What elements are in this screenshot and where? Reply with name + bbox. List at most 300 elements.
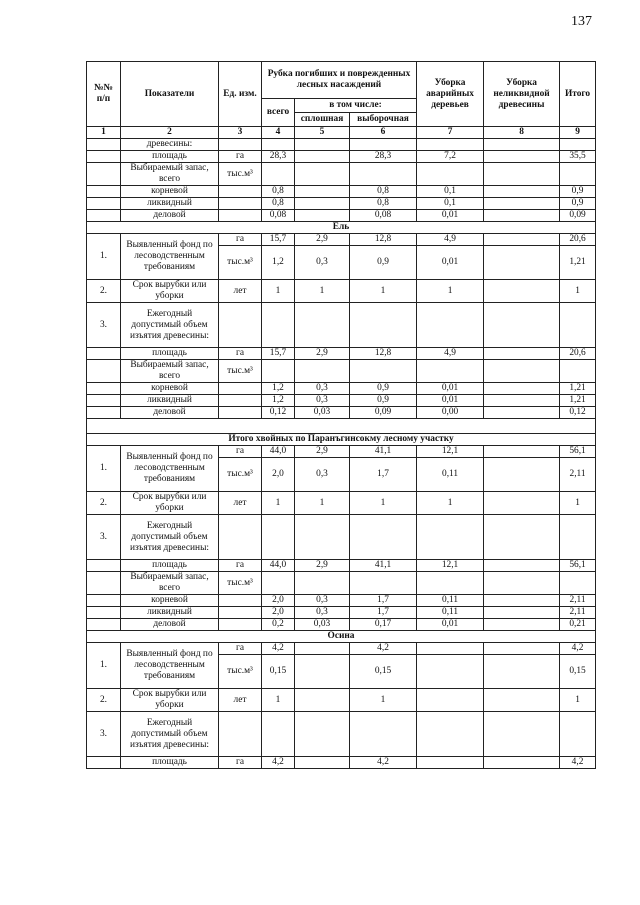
table-row	[87, 595, 596, 607]
table-cell	[350, 139, 417, 151]
table-cell: 0,1	[417, 198, 484, 210]
table-cell	[87, 757, 121, 769]
col-number: 3	[219, 127, 262, 139]
table-cell: 1	[350, 689, 417, 712]
table-row	[87, 383, 596, 395]
table-cell: 0,01	[417, 210, 484, 222]
table-cell	[87, 560, 121, 572]
table-cell	[417, 163, 484, 186]
table-cell: 1,2	[262, 395, 295, 407]
table-cell: 2,11	[560, 595, 596, 607]
table-cell	[484, 210, 560, 222]
table-cell	[295, 689, 350, 712]
table-cell: 4,2	[262, 757, 295, 769]
table-cell	[484, 348, 560, 360]
table-cell: 1,2	[262, 383, 295, 395]
table-cell: корневой	[121, 186, 219, 198]
table-row	[87, 348, 596, 360]
table-cell	[262, 360, 295, 383]
table-cell	[417, 655, 484, 689]
table-row	[87, 139, 596, 151]
table-cell	[262, 712, 295, 757]
table-cell	[295, 210, 350, 222]
table-cell: 1,21	[560, 383, 596, 395]
table-cell: лет	[219, 492, 262, 515]
table-cell: 2,9	[295, 560, 350, 572]
table-row	[87, 407, 596, 419]
table-cell: га	[219, 151, 262, 163]
table-cell	[417, 643, 484, 655]
table-cell: 0,11	[417, 458, 484, 492]
table-row	[87, 607, 596, 619]
table-row	[87, 712, 596, 757]
table-cell: 0,08	[350, 210, 417, 222]
table-cell	[219, 395, 262, 407]
table-cell	[87, 572, 121, 595]
table-cell	[87, 198, 121, 210]
col-number: 6	[350, 127, 417, 139]
row-number: 3.	[87, 303, 121, 348]
table-cell: площадь	[121, 348, 219, 360]
table-cell	[484, 572, 560, 595]
header-indicator: Показатели	[121, 62, 219, 127]
table-cell	[484, 303, 560, 348]
header-clear: сплошная	[295, 113, 350, 127]
table-cell	[87, 383, 121, 395]
table-cell: 56,1	[560, 446, 596, 458]
indicator-label: Выявленный фонд по лесоводственным требованиям	[121, 643, 219, 689]
table-cell	[295, 303, 350, 348]
table-cell	[87, 395, 121, 407]
table-cell: га	[219, 643, 262, 655]
unit-cell: тыс.м³	[219, 360, 262, 383]
table-row	[87, 210, 596, 222]
table-row	[87, 280, 596, 303]
table-cell: тыс.м³	[219, 246, 262, 280]
table-cell: 1	[262, 689, 295, 712]
table-cell: 1	[295, 280, 350, 303]
table-cell: 44,0	[262, 560, 295, 572]
table-cell	[219, 712, 262, 757]
table-row	[87, 234, 596, 246]
table-cell: 15,7	[262, 234, 295, 246]
table-cell: корневой	[121, 595, 219, 607]
table-cell: 15,7	[262, 348, 295, 360]
table-cell: 0,03	[295, 407, 350, 419]
table-cell: 1,21	[560, 395, 596, 407]
table-cell: 1	[350, 280, 417, 303]
table-row	[87, 689, 596, 712]
table-row	[87, 163, 596, 186]
table-cell	[484, 151, 560, 163]
table-cell: 0,11	[417, 595, 484, 607]
table-cell: га	[219, 560, 262, 572]
table-cell: 2,0	[262, 458, 295, 492]
table-cell	[87, 595, 121, 607]
table-cell: 41,1	[350, 446, 417, 458]
table-cell	[295, 572, 350, 595]
section-title-row	[87, 222, 596, 234]
table-cell	[484, 186, 560, 198]
table-cell	[87, 619, 121, 631]
table-cell	[484, 712, 560, 757]
table-cell: древесины:	[121, 139, 219, 151]
table-cell	[484, 560, 560, 572]
table-cell	[219, 595, 262, 607]
table-cell: 0,9	[350, 246, 417, 280]
table-cell: 0,3	[295, 395, 350, 407]
table-cell: тыс.м³	[219, 163, 262, 186]
table-row	[87, 643, 596, 655]
table-cell	[484, 515, 560, 560]
table-cell	[484, 655, 560, 689]
table-cell	[219, 139, 262, 151]
table-cell	[484, 757, 560, 769]
table-cell	[219, 210, 262, 222]
table-cell: 0,2	[262, 619, 295, 631]
table-cell	[484, 446, 560, 458]
table-cell: 1	[417, 280, 484, 303]
table-cell	[417, 360, 484, 383]
table-cell: 28,3	[262, 151, 295, 163]
table-cell: площадь	[121, 151, 219, 163]
felling-table	[86, 61, 596, 769]
table-cell: 1,7	[350, 595, 417, 607]
table-cell: 20,6	[560, 234, 596, 246]
table-cell: 0,9	[350, 383, 417, 395]
table-cell	[417, 303, 484, 348]
table-cell	[417, 689, 484, 712]
table-cell: га	[219, 348, 262, 360]
table-cell: 0,8	[350, 186, 417, 198]
table-cell	[295, 163, 350, 186]
table-cell	[560, 572, 596, 595]
table-cell: 4,2	[560, 757, 596, 769]
table-cell	[295, 186, 350, 198]
table-cell: 0,09	[560, 210, 596, 222]
table-cell: 0,15	[560, 655, 596, 689]
col-number: 1	[87, 127, 121, 139]
col-number: 8	[484, 127, 560, 139]
indicator-label: Ежегодный допустимый объем изъятия древесины:	[121, 515, 219, 560]
table-cell: тыс.м³	[219, 655, 262, 689]
table-cell: 20,6	[560, 348, 596, 360]
blank-cell	[87, 419, 596, 434]
table-row	[87, 515, 596, 560]
header-felling: Рубка погибших и поврежденных лесных насаждений	[262, 62, 417, 99]
table-cell: 2,9	[295, 348, 350, 360]
table-cell: 0,01	[417, 395, 484, 407]
table-cell	[87, 360, 121, 383]
table-cell: Выбираемый запас, всего	[121, 163, 219, 186]
section-title-row	[87, 434, 596, 446]
table-cell: 2,0	[262, 595, 295, 607]
table-cell	[350, 303, 417, 348]
table-cell: 0,11	[417, 607, 484, 619]
table-cell: 1,21	[560, 246, 596, 280]
row-number: 3.	[87, 515, 121, 560]
indicator-label: Ежегодный допустимый объем изъятия древесины:	[121, 712, 219, 757]
table-cell: 0,9	[560, 186, 596, 198]
indicator-label: Выявленный фонд по лесоводственным требованиям	[121, 234, 219, 280]
table-cell: площадь	[121, 757, 219, 769]
col-number: 7	[417, 127, 484, 139]
table-cell	[484, 619, 560, 631]
table-row	[87, 186, 596, 198]
table-cell: тыс.м³	[219, 458, 262, 492]
table-cell: 7,2	[417, 151, 484, 163]
table-cell: 4,9	[417, 348, 484, 360]
table-cell: 56,1	[560, 560, 596, 572]
table-cell: 35,5	[560, 151, 596, 163]
table-cell	[350, 515, 417, 560]
table-cell: 1,7	[350, 458, 417, 492]
table-cell	[262, 139, 295, 151]
row-number: 3.	[87, 712, 121, 757]
table-cell: ликвидный	[121, 198, 219, 210]
table-cell	[262, 572, 295, 595]
table-cell: 4,2	[262, 643, 295, 655]
table-cell	[417, 757, 484, 769]
table-cell	[350, 712, 417, 757]
col-number: 4	[262, 127, 295, 139]
table-cell: 0,9	[560, 198, 596, 210]
table-cell: ликвидный	[121, 395, 219, 407]
table-cell: 4,2	[350, 757, 417, 769]
table-cell	[417, 515, 484, 560]
table-row	[87, 446, 596, 458]
table-cell: деловой	[121, 210, 219, 222]
table-row	[87, 198, 596, 210]
table-cell	[219, 407, 262, 419]
table-cell	[219, 186, 262, 198]
row-number: 2.	[87, 492, 121, 515]
table-cell	[295, 198, 350, 210]
table-cell	[295, 151, 350, 163]
table-cell: 1	[560, 689, 596, 712]
table-cell: 0,9	[350, 395, 417, 407]
table-cell	[484, 607, 560, 619]
table-cell: 0,3	[295, 383, 350, 395]
table-cell: 0,12	[262, 407, 295, 419]
row-number: 1.	[87, 446, 121, 492]
table-cell	[484, 643, 560, 655]
table-cell	[219, 303, 262, 348]
col-number: 5	[295, 127, 350, 139]
col-number: 9	[560, 127, 596, 139]
table-cell: 1,2	[262, 246, 295, 280]
table-cell	[219, 383, 262, 395]
table-cell	[87, 407, 121, 419]
table-cell	[87, 151, 121, 163]
header-unit: Ед. изм.	[219, 62, 262, 127]
table-cell	[560, 515, 596, 560]
table-cell	[295, 139, 350, 151]
table-cell	[295, 515, 350, 560]
table-cell: 12,8	[350, 234, 417, 246]
col-number: 2	[121, 127, 219, 139]
table-cell	[484, 246, 560, 280]
table-cell: лет	[219, 280, 262, 303]
table-cell: га	[219, 446, 262, 458]
indicator-label: Ежегодный допустимый объем изъятия древесины:	[121, 303, 219, 348]
header-total-felling: всего	[262, 99, 295, 127]
table-row	[87, 492, 596, 515]
header-incl: в том числе:	[295, 99, 417, 113]
table-cell	[484, 407, 560, 419]
table-cell	[219, 619, 262, 631]
section-title-row	[87, 631, 596, 643]
page-number: 137	[571, 14, 592, 29]
table-cell	[484, 689, 560, 712]
table-cell: 1	[262, 492, 295, 515]
table-cell: 0,03	[295, 619, 350, 631]
table-cell: 1	[350, 492, 417, 515]
table-cell: га	[219, 234, 262, 246]
table-cell	[87, 186, 121, 198]
table-cell: 2,11	[560, 607, 596, 619]
table-cell	[484, 234, 560, 246]
table-cell	[350, 163, 417, 186]
table-cell: 4,9	[417, 234, 484, 246]
table-cell: 1	[295, 492, 350, 515]
indicator-label: Выявленный фонд по лесоводственным требованиям	[121, 446, 219, 492]
table-cell: площадь	[121, 560, 219, 572]
table-cell: 1	[417, 492, 484, 515]
row-number: 1.	[87, 643, 121, 689]
indicator-label: Срок вырубки или уборки	[121, 492, 219, 515]
table-cell: 44,0	[262, 446, 295, 458]
table-cell: 12,1	[417, 446, 484, 458]
table-cell	[484, 595, 560, 607]
section-title: Осина	[87, 631, 596, 643]
table-cell: 0,12	[560, 407, 596, 419]
header-num: №№ п/п	[87, 62, 121, 127]
table-cell: 0,1	[417, 186, 484, 198]
table-cell	[484, 383, 560, 395]
table-cell: 4,2	[350, 643, 417, 655]
table-row	[87, 395, 596, 407]
table-row	[87, 303, 596, 348]
table-row	[87, 757, 596, 769]
indicator-label: Выбираемый запас, всего	[121, 360, 219, 383]
table-cell: ликвидный	[121, 607, 219, 619]
table-cell: 4,2	[560, 643, 596, 655]
table-cell	[484, 360, 560, 383]
table-row	[87, 151, 596, 163]
header-emergency: Уборка аварийных деревьев	[417, 62, 484, 127]
table-row	[87, 572, 596, 595]
table-cell	[560, 712, 596, 757]
table-cell	[484, 280, 560, 303]
table-cell	[560, 139, 596, 151]
table-cell	[560, 360, 596, 383]
table-cell	[87, 139, 121, 151]
table-cell	[560, 303, 596, 348]
table-cell: 0,3	[295, 595, 350, 607]
table-cell: 0,3	[295, 246, 350, 280]
table-cell: 0,00	[417, 407, 484, 419]
table-cell	[295, 643, 350, 655]
table-cell: 1,7	[350, 607, 417, 619]
table-cell: 0,08	[262, 210, 295, 222]
table-cell: 1	[560, 492, 596, 515]
table-cell: 0,3	[295, 458, 350, 492]
table-cell: га	[219, 757, 262, 769]
table-cell	[417, 712, 484, 757]
header-itogo: Итого	[560, 62, 596, 127]
table-cell: 2,0	[262, 607, 295, 619]
indicator-label: Выбираемый запас, всего	[121, 572, 219, 595]
table-cell	[295, 360, 350, 383]
table-cell: 2,11	[560, 458, 596, 492]
table-cell	[484, 198, 560, 210]
table-cell: 0,17	[350, 619, 417, 631]
table-cell	[484, 139, 560, 151]
table-row	[87, 560, 596, 572]
table-cell	[87, 210, 121, 222]
table-cell	[262, 163, 295, 186]
table-cell: 1	[262, 280, 295, 303]
indicator-label: Срок вырубки или уборки	[121, 689, 219, 712]
header-numbers-row	[87, 127, 596, 139]
table-cell: лет	[219, 689, 262, 712]
table-cell	[295, 655, 350, 689]
table-cell: 0,8	[350, 198, 417, 210]
table-cell: 0,01	[417, 383, 484, 395]
header-nonliquid: Уборка неликвидной древесины	[484, 62, 560, 127]
table-cell: корневой	[121, 383, 219, 395]
table-cell: 0,15	[350, 655, 417, 689]
unit-cell: тыс.м³	[219, 572, 262, 595]
table-cell: 0,3	[295, 607, 350, 619]
table-cell	[484, 492, 560, 515]
section-title: Итого хвойных по Паранъгинсокму лесному участку	[87, 434, 596, 446]
table-cell	[219, 607, 262, 619]
table-cell	[219, 515, 262, 560]
table-cell	[350, 360, 417, 383]
table-cell	[87, 163, 121, 186]
blank-row	[87, 419, 596, 434]
table-cell: 2,9	[295, 446, 350, 458]
table-cell	[417, 572, 484, 595]
table-cell: 2,9	[295, 234, 350, 246]
table-row	[87, 360, 596, 383]
table-cell: 12,1	[417, 560, 484, 572]
table-cell	[262, 303, 295, 348]
table-cell	[262, 515, 295, 560]
table-cell: 0,01	[417, 246, 484, 280]
table-cell: 0,01	[417, 619, 484, 631]
table-cell: 28,3	[350, 151, 417, 163]
header-row-1	[87, 62, 596, 99]
table-cell: 0,21	[560, 619, 596, 631]
table-cell	[484, 458, 560, 492]
table-cell: 12,8	[350, 348, 417, 360]
table-cell	[417, 139, 484, 151]
table-cell	[560, 163, 596, 186]
row-number: 2.	[87, 689, 121, 712]
table-cell	[87, 348, 121, 360]
table-row	[87, 619, 596, 631]
table-cell	[295, 712, 350, 757]
row-number: 2.	[87, 280, 121, 303]
row-number: 1.	[87, 234, 121, 280]
table-cell	[219, 198, 262, 210]
table-cell	[484, 395, 560, 407]
table-cell: деловой	[121, 619, 219, 631]
indicator-label: Срок вырубки или уборки	[121, 280, 219, 303]
